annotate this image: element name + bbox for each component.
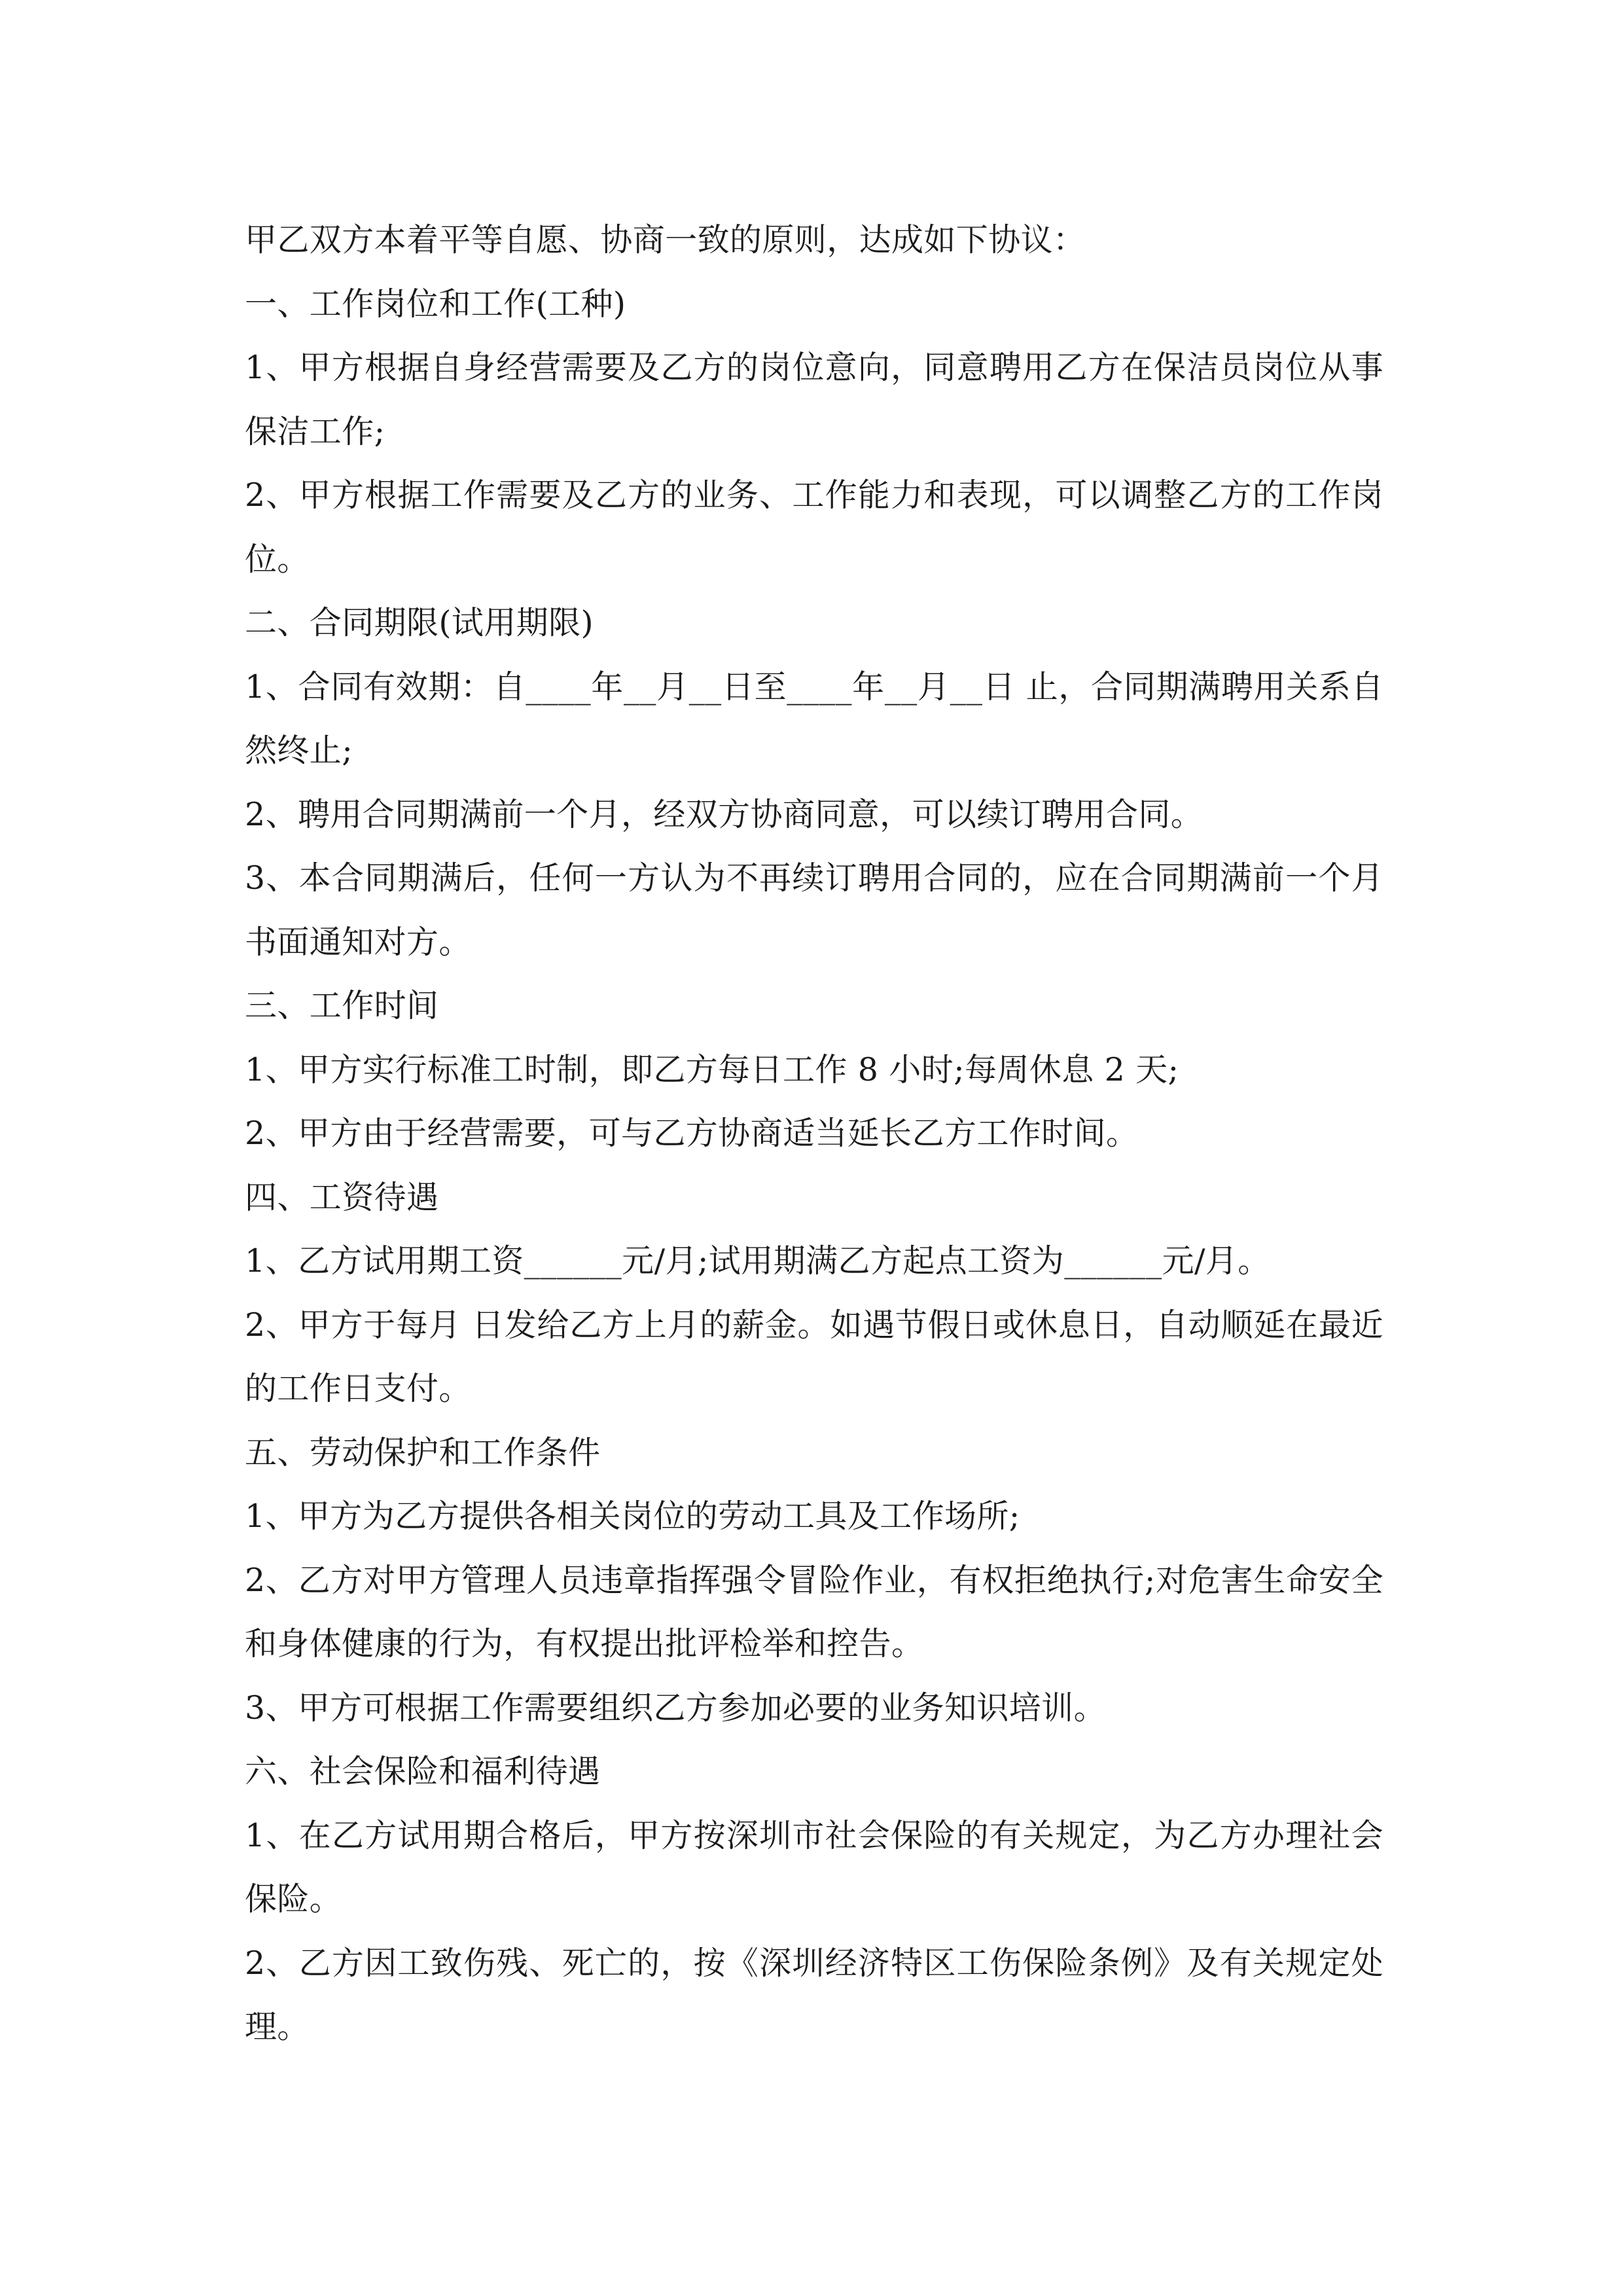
contract-body — [245, 208, 1383, 2059]
section-heading-5: 五、劳动保护和工作条件 — [245, 1433, 601, 1471]
clause-3-2: 2、甲方由于经营需要，可与乙方协商适当延长乙方工作时间。 — [245, 1115, 1139, 1152]
agreement-intro: 甲乙双方本着平等自愿、协商一致的原则，达成如下协议： — [245, 221, 1086, 259]
clause-1-1-line-1: 1、甲方根据自身经营需要及乙方的岗位意向，同意聘用乙方在保洁员岗位从事 — [245, 349, 1383, 386]
clause-4-2-line-1: 2、甲方于每月 日发给乙方上月的薪金。如遇节假日或休息日，自动顺延在最近 — [245, 1306, 1383, 1344]
clause-1-2-line-1: 2、甲方根据工作需要及乙方的业务、工作能力和表现，可以调整乙方的工作岗 — [245, 476, 1383, 514]
section-heading-3: 三、工作时间 — [245, 987, 439, 1024]
clause-2-2: 2、聘用合同期满前一个月，经双方协商同意，可以续订聘用合同。 — [245, 795, 1204, 833]
clause-3-1: 1、甲方实行标准工时制，即乙方每日工作 8 小时;每周休息 2 天; — [245, 1050, 1179, 1088]
clause-1-2-line-2: 位。 — [245, 540, 310, 578]
clause-5-1: 1、甲方为乙方提供各相关岗位的劳动工具及工作场所; — [245, 1498, 1020, 1535]
clause-4-2-line-2: 的工作日支付。 — [245, 1370, 471, 1407]
clause-4-1: 1、乙方试用期工资______元/月;试用期满乙方起点工资为______元/月。 — [245, 1242, 1270, 1280]
clause-5-3: 3、甲方可根据工作需要组织乙方参加必要的业务知识培训。 — [245, 1689, 1106, 1727]
section-heading-1: 一、工作岗位和工作(工种) — [245, 285, 626, 323]
clause-6-2-line-2: 理。 — [245, 2008, 310, 2045]
clause-5-2-line-1: 2、乙方对甲方管理人员违章指挥强令冒险作业，有权拒绝执行;对危害生命安全 — [245, 1561, 1383, 1599]
section-heading-2: 二、合同期限(试用期限) — [245, 604, 594, 641]
clause-5-2-line-2: 和身体健康的行为，有权提出批评检举和控告。 — [245, 1625, 924, 1662]
clause-2-3-line-2: 书面通知对方。 — [245, 923, 471, 961]
clause-1-1-line-2: 保洁工作; — [245, 412, 385, 450]
clause-6-1-line-1: 1、在乙方试用期合格后，甲方按深圳市社会保险的有关规定，为乙方办理社会 — [245, 1816, 1383, 1854]
section-heading-6: 六、社会保险和福利待遇 — [245, 1753, 601, 1790]
clause-2-1-line-2: 然终止; — [245, 732, 353, 769]
section-heading-4: 四、工资待遇 — [245, 1178, 439, 1216]
clause-6-1-line-2: 保险。 — [245, 1880, 342, 1918]
clause-6-2-line-1: 2、乙方因工致伤残、死亡的，按《深圳经济特区工伤保险条例》及有关规定处 — [245, 1944, 1383, 1982]
clause-2-3-line-1: 3、本合同期满后，任何一方认为不再续订聘用合同的，应在合同期满前一个月 — [245, 859, 1383, 897]
clause-2-1-line-1: 1、合同有效期：自____年__月__日至____年__月__日 止，合同期满聘用关系自 — [245, 668, 1383, 706]
